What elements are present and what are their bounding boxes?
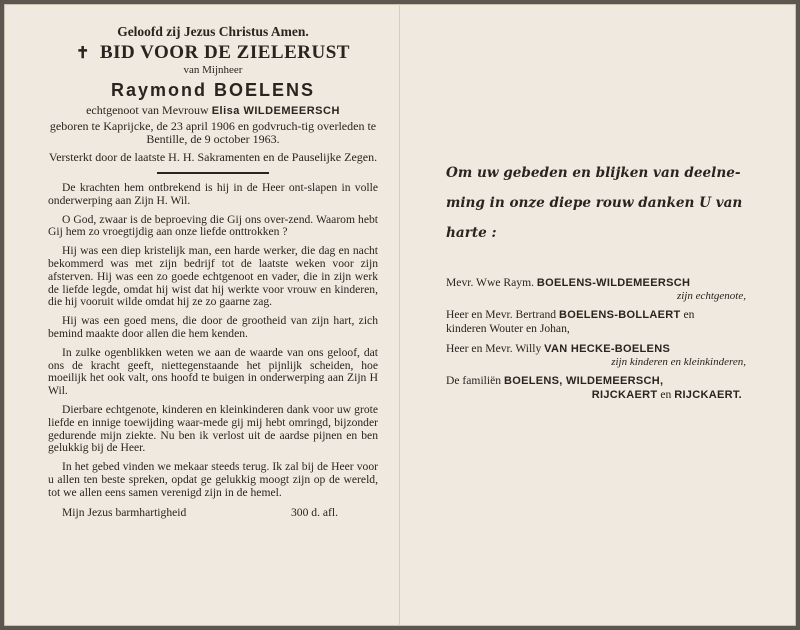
family-line xyxy=(446,308,746,322)
family-line xyxy=(446,374,746,388)
prayer-heading xyxy=(48,42,378,64)
opening-line: Geloofd zij Jezus Christus Amen. xyxy=(117,24,309,39)
paragraph: Hij was een goed mens, die door de grootheid van zijn hart, zich bemind maakte door allen die hem kenden. xyxy=(48,314,378,340)
family-prefix: De familiën xyxy=(446,374,502,387)
family-line xyxy=(446,342,746,356)
paragraph: Hij was een diep kristelijk man, een harde werker, die dag en nacht bekommerd was met zijn bedrijf tot de laatste weken voor zijn afsterven. Hij was een zo goede echtgenoot en vader, die in zijn werk de liefde legde, omdat hij wist dat hij werkte voor vrouw en kinderen, die hij vooruit wilde omdat hij ze zo gaarne zag. xyxy=(48,244,378,309)
family-list xyxy=(446,276,746,402)
deceased-name: Raymond BOELENS xyxy=(110,80,316,100)
sacraments-text: Versterkt door de laatste H. H. Sakramenten en de Pauselijke Zegen. xyxy=(48,150,378,164)
family-name: RIJCKAERT. xyxy=(674,389,742,401)
card-fold xyxy=(399,4,400,626)
spouse-line xyxy=(48,103,378,118)
family-names: BOELENS, WILDEMEERSCH, xyxy=(503,375,664,387)
family-en: en xyxy=(660,388,672,401)
closing-line xyxy=(48,506,378,519)
paragraph: In zulke ogenblikken weten we aan de waarde van ons geloof, dat ons de kracht geeft, niettegenstaande het pijnlijk scheiden, hoe moeilijk het ook valt, ons hoofd te buigen in onderwerping aan Zijn H Wil. xyxy=(48,345,378,398)
family-en: en xyxy=(683,308,695,321)
van-mijnheer: van Mijnheer xyxy=(183,64,243,76)
family-prefix: Mevr. Wwe Raym. xyxy=(446,276,535,289)
family-line xyxy=(446,276,746,290)
cross-icon: ✝ xyxy=(76,45,90,62)
thanks-text: Om uw gebeden en blijken van deelne-ming in onze diepe rouw danken U van harte : xyxy=(446,165,743,241)
family-prefix: Heer en Mevr. Willy xyxy=(446,342,542,355)
family-name: BOELENS-BOLLAERT xyxy=(559,309,681,321)
family-name: BOELENS-WILDEMEERSCH xyxy=(536,277,691,289)
paragraph: O God, zwaar is de beproeving die Gij ons over-zend. Waarom hebt Gij hem zo vroegtijdig aan onze liefde onttrokken ? xyxy=(48,212,378,239)
divider xyxy=(157,172,269,174)
family-name: VAN HECKE-BOELENS xyxy=(544,343,671,355)
prayer-text: Mijn Jezus barmhartigheid xyxy=(62,505,187,519)
paragraph: De krachten hem ontbrekend is hij in de Heer ont-slapen in volle onderwerping aan Zijn H. Wil. xyxy=(48,181,378,207)
family-line xyxy=(446,388,746,402)
paragraph: In het gebed vinden we mekaar steeds terug. Ik zal bij de Heer voor u allen ten beste spreken, opdat ge gelukkig moogt zijn op de wereld, tot we allen eens samen verenigd zijn in de hemel. xyxy=(48,460,378,499)
family-name: RIJCKAERT xyxy=(591,389,658,401)
spouse-prefix: echtgenoot van Mevrouw xyxy=(86,103,209,117)
spouse-name: Elisa WILDEMEERSCH xyxy=(211,105,340,117)
right-page xyxy=(446,158,746,402)
family-relation: zijn kinderen en kleinkinderen, xyxy=(611,356,746,368)
family-children: kinderen Wouter en Johan, xyxy=(446,322,570,335)
heading-text: BID VOOR DE ZIELERUST xyxy=(99,42,350,63)
birth-death-text: geboren te Kaprijcke, de 23 april 1906 en godvruch-tig overleden te Bentille, de 9 october 1963. xyxy=(49,119,377,146)
paragraph: Dierbare echtgenote, kinderen en kleinkinderen dank voor uw grote liefde en innige toewijding waar-mede gij mij hebt omringd, bijzonder gedurende mijn ziekte. Nu ben ik verlost uit de aardse pijnen en ben gelukkig bij de Heer. xyxy=(48,402,378,455)
family-prefix: Heer en Mevr. Bertrand xyxy=(446,308,557,321)
family-relation: zijn echtgenote, xyxy=(676,290,746,302)
indulgence-text: 300 d. afl. xyxy=(290,505,338,519)
left-page xyxy=(48,22,378,519)
